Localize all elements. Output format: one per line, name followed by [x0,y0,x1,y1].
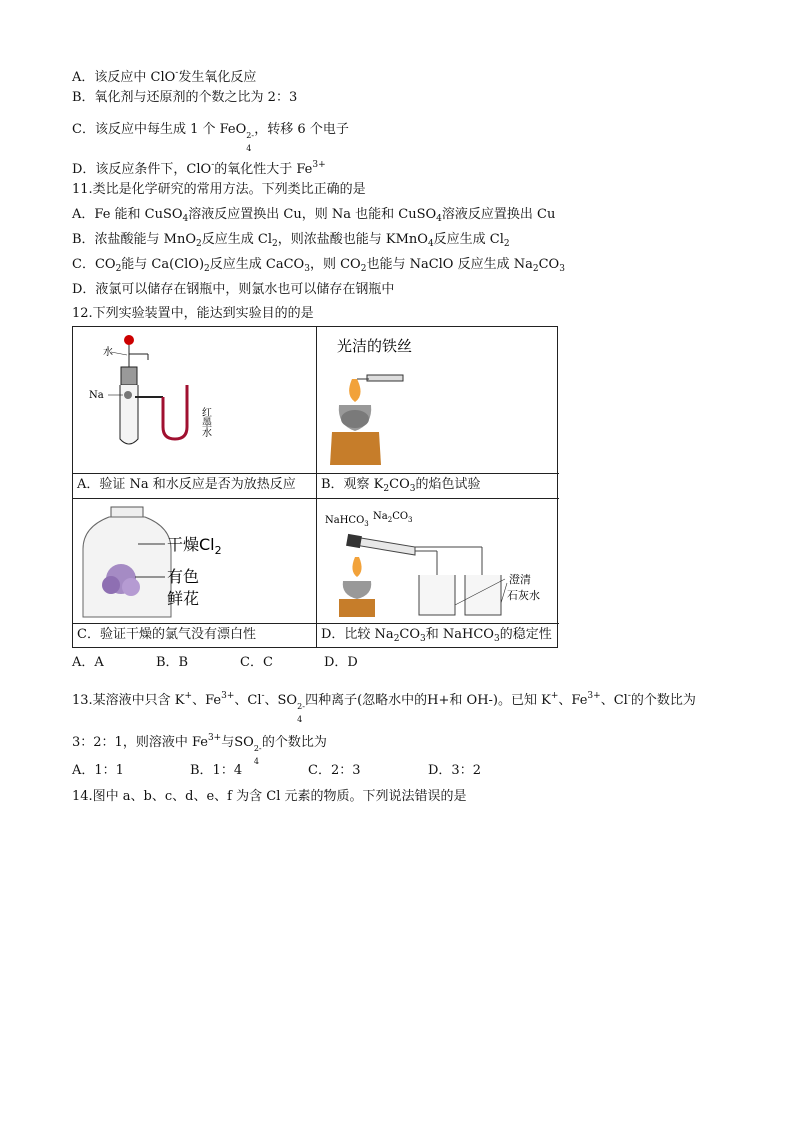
s: 3 [364,520,369,528]
t: CO [389,477,410,492]
t: 反应生成 Cl [201,232,273,247]
t: 13.某溶液中只含 K [72,693,185,708]
cell-b-caption [317,474,559,499]
t: NaHCO [325,515,365,526]
q10-d-sup: - [211,160,215,170]
q10-option-d [72,156,326,179]
s: 2 [393,634,400,644]
q10-d-text2: 的氧化性大于 Fe [214,162,313,177]
s: 2 [532,264,539,274]
cell-c-caption [73,624,317,648]
s: 2 [383,484,390,494]
label-dry-cl2 [167,535,222,557]
q10-c-text: C．该反应中每生成 1 个 FeO [72,122,247,137]
caption-b [317,474,481,500]
label-nahco3 [325,515,369,528]
label-flower: 鲜花 [167,589,200,608]
label-colored: 有色 [167,567,200,586]
q11-stem: 11.类比是化学研究的常用方法。下列类比正确的是 [72,182,366,197]
t: 、SO [264,693,298,708]
s: 3 [409,484,416,494]
t: CO [538,257,560,272]
s: 3+ [587,691,601,701]
q12-option-c: C．C [240,655,273,670]
t: 、Cl [234,693,262,708]
s: 2 [204,264,210,274]
q12-option-a: A．A [72,655,104,670]
q10-option-a [72,64,256,87]
t: 、Fe [558,693,588,708]
s: 2- [297,702,305,711]
caption-a: A．验证 Na 和水反应是否为放热反应 [77,477,296,492]
t: 反应生成 Cl [433,232,504,247]
t: 、Fe [192,693,222,708]
t: ，则浓盐酸也能与 KMnO [277,232,428,247]
t: 反应生成 CaCO [209,257,305,272]
q10-d-sup2: 3+ [312,160,326,170]
t: B．观察 K [321,477,384,492]
t: 与 [221,735,235,750]
label-limewater-1: 澄清 [509,573,531,586]
q10-a-sup: - [175,68,179,78]
q10-c-sub: 4 [246,144,252,153]
s: 2 [196,239,202,249]
s: 2 [214,544,222,557]
q11-option-c [72,256,565,278]
s: 2 [387,516,393,524]
q13-options [72,762,481,780]
s: 3 [408,516,413,524]
s: + [184,691,193,701]
t: D．比较 Na [321,627,394,642]
q10-d-text: D．该反应条件下，ClO [72,162,212,177]
s: 3+ [207,733,222,743]
s: 3 [559,264,565,274]
t: 和 NaHCO [425,627,494,642]
s: 2- [253,744,262,753]
q12-option-d: D．D [324,655,358,670]
q10-c-text2: ，转移 6 个电子 [254,122,349,137]
s: 3 [304,264,310,274]
t: B．浓盐酸能与 MnO [72,232,197,247]
q11-option-b [72,231,510,253]
s: 3 [420,634,426,644]
apparatus-c-image [73,499,316,623]
s: - [261,691,265,701]
t: A．Fe 能和 CuSO [72,207,183,222]
s: 2 [272,239,278,249]
label-limewater-2: 石灰水 [507,589,540,602]
q11-option-a [72,206,555,228]
s: 3+ [221,691,235,701]
label-water: 水 [103,347,113,358]
s: 2 [360,264,367,274]
cell-d-caption [317,624,559,648]
s: + [550,691,559,701]
label-iron-wire: 光洁的铁丝 [337,337,413,355]
q12-stem: 12.下列实验装置中，能达到实验目的的是 [72,306,314,321]
q13-option-b: B．1：4 [190,763,243,778]
s: 4 [182,214,189,224]
apparatus-a-image [73,327,316,473]
s: 3 [493,634,500,644]
t: 也能与 NaClO 反应生成 Na [366,257,533,272]
label-na2co3 [373,511,413,524]
cell-d-figure [317,499,559,624]
q12-option-b: B．B [156,655,189,670]
cell-b-figure [317,327,559,474]
t: 溶液反应置换出 Cu [441,207,556,222]
q12-options [72,654,358,672]
s: 4 [427,239,434,249]
q11-option-d: D．液氯可以储存在钢瓶中，则氯水也可以储存在钢瓶中 [72,282,395,297]
apparatus-table [72,326,558,648]
t: 的稳定性 [499,627,552,642]
s: 4 [253,757,259,766]
cell-a-caption [73,474,317,499]
caption-c: C．验证干燥的氯气没有漂白性 [77,627,256,642]
t: 、Cl [600,693,628,708]
q13-stem-line1 [72,687,696,724]
apparatus-b-image [317,327,558,473]
t: 的个数比为 [261,735,327,750]
caption-d [317,624,552,650]
s: - [627,691,631,701]
t: CO [399,627,421,642]
s: 2 [503,239,510,249]
apparatus-d-image [317,499,558,623]
q10-c-sup: 2- [246,131,255,140]
label-red-ink: 红墨水 [199,407,211,437]
t: 四种离子(忽略水中的H+和 OH-)。已知 K [305,693,551,708]
t: SO [234,735,254,750]
q13-option-a: A．1：1 [72,763,124,778]
t: 的个数比为 [630,693,696,708]
t: Na [373,511,388,522]
cell-c-figure [73,499,317,624]
q13-stem-line2 [72,729,327,766]
t: 干燥Cl [167,535,215,554]
t: 3：2：1，则溶液中 Fe [72,735,208,750]
s: 4 [297,715,303,724]
q10-a-text2: 发生氧化反应 [178,70,257,85]
s: 2 [115,264,122,274]
q13-option-d: D．3：2 [428,763,481,778]
label-na: Na [89,390,104,401]
t: 能与 Ca(ClO) [121,257,205,272]
q14-stem: 14.图中 a、b、c、d、e、f 为含 Cl 元素的物质。下列说法错误的是 [72,789,467,804]
q13-option-c: C．2：3 [308,763,361,778]
q10-option-c [72,121,349,153]
t: C．CO [72,257,116,272]
q10-option-b: B．氧化剂与还原剂的个数之比为 2：3 [72,90,298,105]
t: ，则 CO [309,257,361,272]
s: 4 [436,214,442,224]
q10-a-text: A．该反应中 ClO [72,70,176,85]
t: CO [392,511,409,522]
cell-a-figure [73,327,317,474]
t: 的焰色试验 [415,477,481,492]
t: 溶液反应置换出 Cu，则 Na 也能和 CuSO [188,207,437,222]
